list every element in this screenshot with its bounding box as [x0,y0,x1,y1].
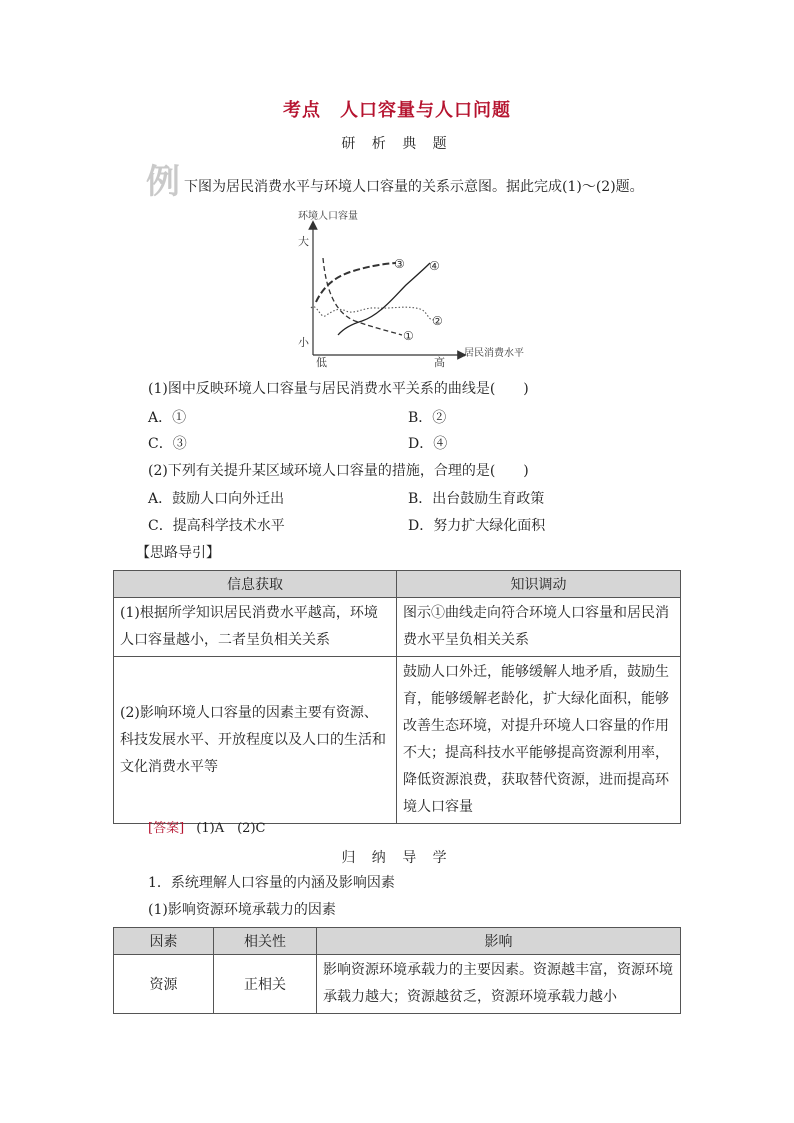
y-axis-title: 环境人口容量 [298,211,358,222]
x-axis-high-label: 高 [434,356,445,369]
question-1-option-c: C．③ [148,436,187,452]
guide-heading: 【思路导引】 [136,545,220,561]
effect-cell: 影响资源环境承载力的主要因素。资源越丰富，资源环境承载力越大；资源越贫乏，资源环境承载力越小 [317,955,681,1014]
factor-header-row [114,928,681,955]
table-row [114,598,681,657]
example-mark: 例 [146,162,180,202]
curve-4 [338,263,430,335]
guide-col-info: 信息获取 [114,571,397,598]
curve-4-label: ④ [429,259,440,273]
correlation-cell: 正相关 [214,955,317,1014]
curve-3-label: ③ [394,257,405,271]
x-axis-low-label: 低 [316,356,327,369]
curve-1 [323,258,402,335]
answer-text: (1)A (2)C [196,821,266,836]
question-2-option-c: C．提高科学技术水平 [148,518,285,534]
guide-table [113,570,681,824]
curve-2 [311,307,436,320]
example-intro: 下图为居民消费水平与环境人口容量的关系示意图。据此完成(1)～(2)题。 [184,179,644,195]
question-1-stem: (1)图中反映环境人口容量与居民消费水平关系的曲线是( ) [148,381,529,397]
question-2-option-d: D．努力扩大绿化面积 [408,518,546,534]
question-1-option-a: A．① [148,410,187,426]
question-2-option-b: B．出台鼓励生育政策 [408,491,545,507]
curve-1-label: ① [403,329,414,343]
guide-knowledge-cell: 图示①曲线走向符合环境人口容量和居民消费水平呈负相关关系 [397,598,681,657]
example-heading: 研 析 典 题 [341,136,453,152]
y-axis-high-label: 大 [298,235,309,248]
curve-3 [316,263,396,302]
guide-knowledge-cell: 鼓励人口外迁，能够缓解人地矛盾，鼓励生育，能够缓解老龄化，扩大绿化面积，能够改善生态环境，对提升环境人口容量的作用不大；提高科技水平能够提高资源利用率，降低资源浪费，获取替代资源，进而提高环境人口容量 [397,657,681,824]
answer-line [148,820,265,838]
table-row [114,955,681,1014]
guide-info-cell: (1)根据所学知识居民消费水平越高，环境人口容量越小，二者呈负相关关系 [114,598,397,657]
summary-subpoint-1: (1)影响资源环境承载力的因素 [148,902,336,918]
question-2-stem: (2)下列有关提升某区域环境人口容量的措施，合理的是( ) [148,463,529,479]
guide-info-cell: (2)影响环境人口容量的因素主要有资源、科技发展水平、开放程度以及人口的生活和文化消费水平等 [114,657,397,824]
factor-cell: 资源 [114,955,214,1014]
question-1-option-b: B．② [408,410,447,426]
question-1-option-d: D．④ [408,436,448,452]
x-axis-title: 居民消费水平 [464,348,524,359]
factor-col-factor: 因素 [114,928,214,955]
curve-2-label: ② [432,314,443,328]
summary-heading: 归 纳 导 学 [341,850,453,866]
y-axis-low-label: 小 [298,336,309,349]
answer-tag: [答案] [148,821,185,836]
consumption-capacity-figure [280,205,540,370]
summary-point-1: 1．系统理解人口容量的内涵及影响因素 [148,875,395,891]
guide-col-knowledge: 知识调动 [397,571,681,598]
table-row [114,657,681,824]
guide-header-row [114,571,681,598]
factor-col-correlation: 相关性 [214,928,317,955]
factor-col-effect: 影响 [317,928,681,955]
factor-table [113,927,681,1014]
question-2-option-a: A．鼓励人口向外迁出 [148,491,285,507]
section-title: 考点 人口容量与人口问题 [283,100,511,121]
